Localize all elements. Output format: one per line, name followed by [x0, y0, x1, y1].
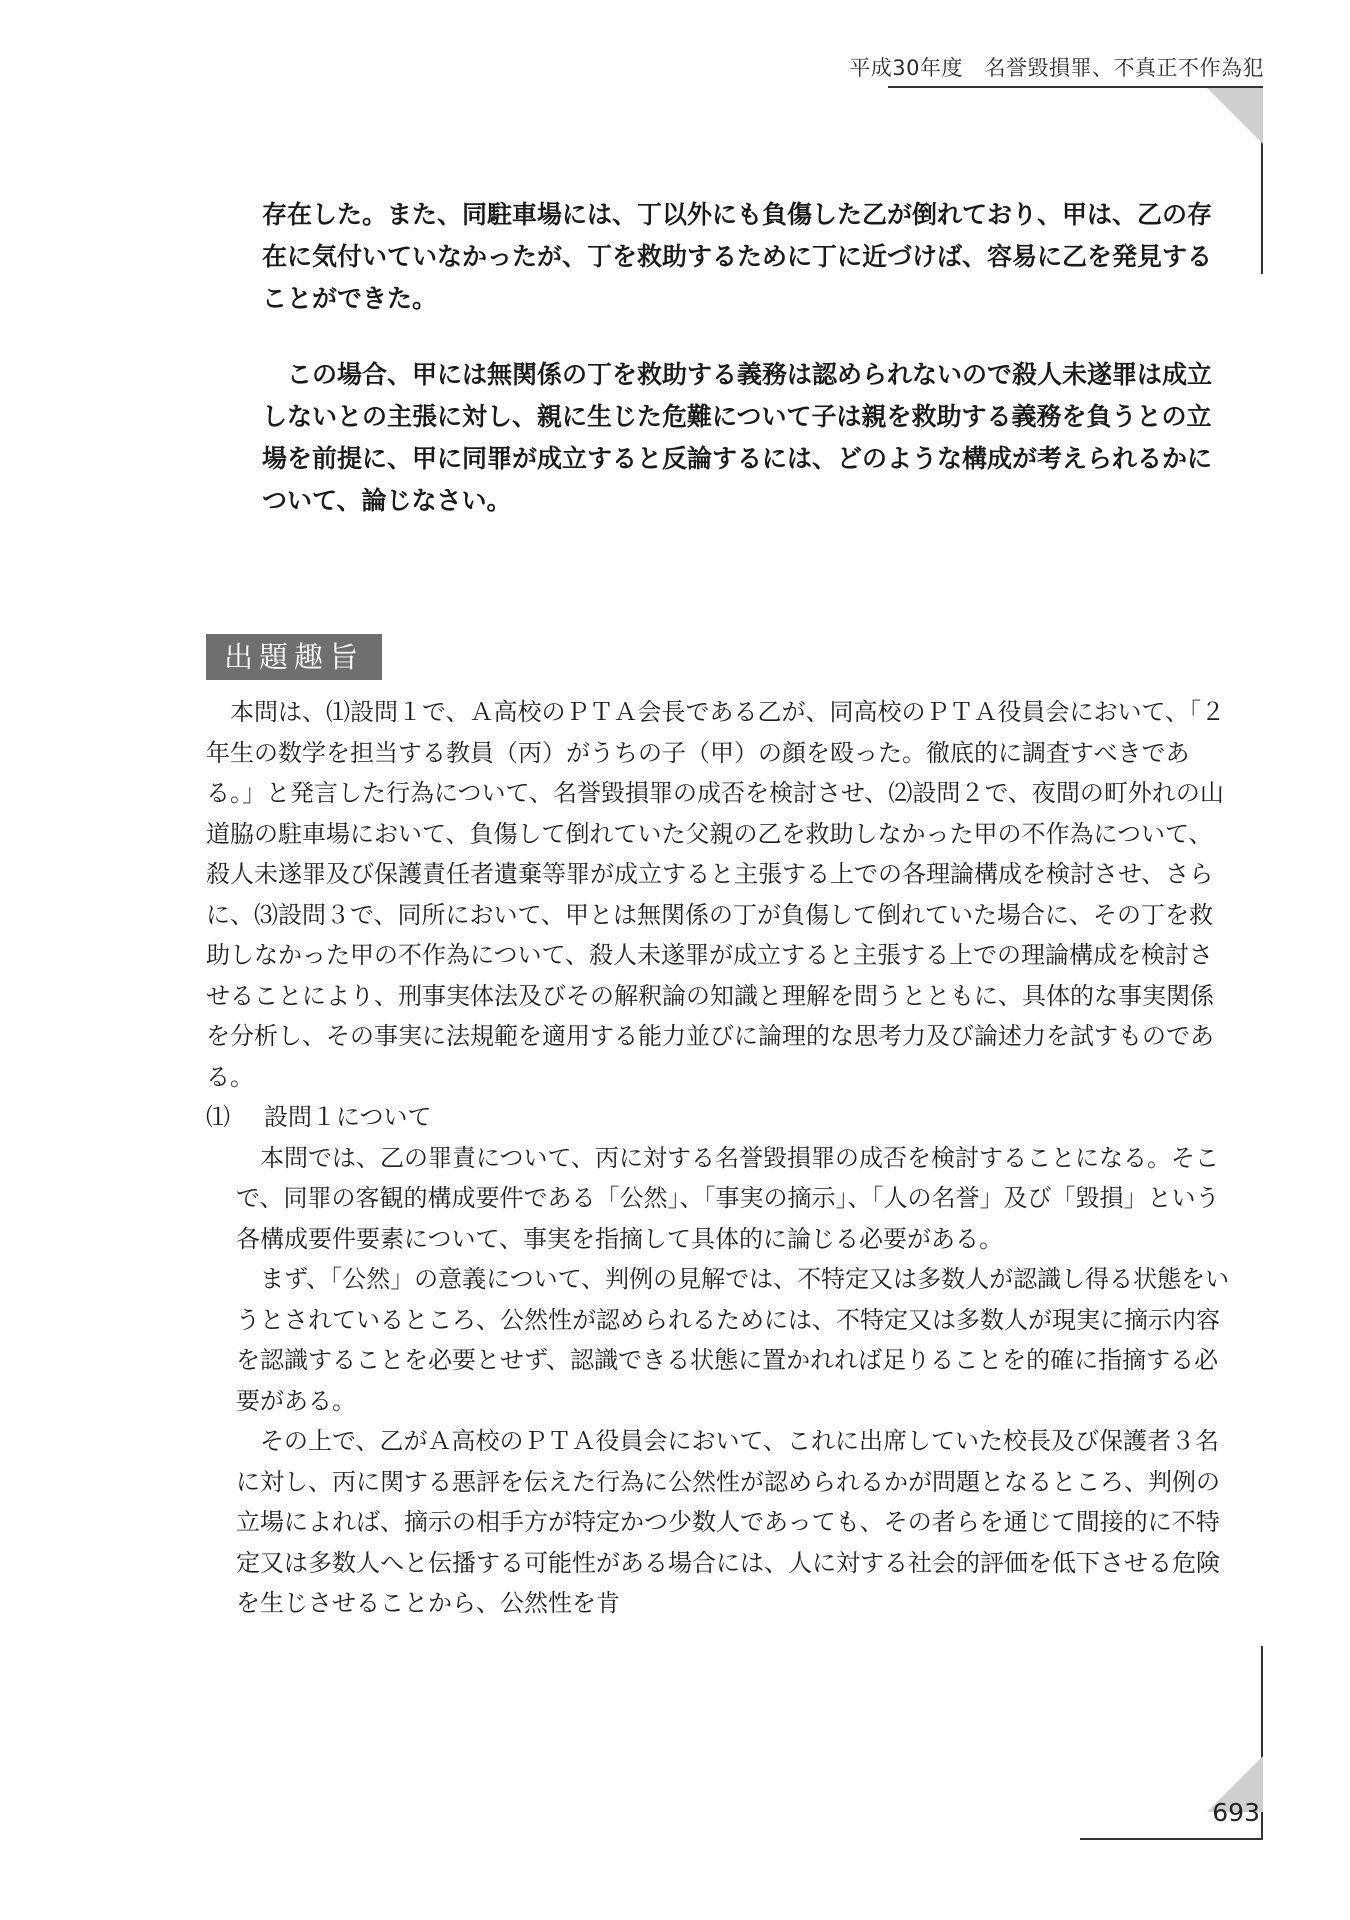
question-paragraph: この場合、甲には無関係の丁を救助する義務は認められないので殺人未遂罪は成立しないとの主張に対し、親に生じた危難について子は親を救助する義務を負うとの立場を前提に、甲に同罪が成立すると反論するには、どのような構成が考えられるかについて、論じなさい。 [262, 360, 1213, 515]
section-heading: 出題趣旨 [206, 634, 382, 680]
footer-rule [1080, 1838, 1263, 1840]
subsection-body [206, 1138, 1236, 1624]
subsection-number: ⑴ [206, 1103, 230, 1131]
running-header: 平成30年度 名誉毀損罪、不真正不作為犯 [849, 56, 1264, 80]
body-text [206, 692, 1236, 1624]
page-number: 693 [1212, 1798, 1260, 1827]
question-block-1 [262, 194, 1212, 320]
body-paragraph: その上で、乙がＡ高校のＰＴＡ役員会において、これに出席していた校長及び保護者３名に対し、丙に関する悪評を伝えた行為に公然性が認められるかが問題となるところ、判例の立場によれば、摘示の相手方が特定かつ少数人であっても、その者らを通じて間接的に不特定又は多数人へと伝播する可能性がある場合には、人に対する社会的評価を低下させる危険を生じさせることから、公然性を肯 [236, 1427, 1220, 1617]
subheading [206, 1097, 1236, 1138]
question-paragraph: 存在した。また、同駐車場には、丁以外にも負傷した乙が倒れており、甲は、乙の存在に気付いていなかったが、丁を救助するために丁に近づけば、容易に乙を発見することができた。 [262, 200, 1213, 313]
question-block-2 [262, 354, 1212, 522]
subsection-title: 設問１について [264, 1103, 432, 1131]
corner-tab-top [1207, 88, 1263, 144]
body-paragraph: まず、「公然」の意義について、判例の見解では、不特定又は多数人が認識し得る状態をいうとされているところ、公然性が認められるためには、不特定又は多数人が現実に摘示内容を認識することを必要とせず、認識できる状態に置かれれば足りることを的確に指摘する必要がある。 [236, 1265, 1230, 1415]
intro-paragraph: 本問は、⑴設問１で、Ａ高校のＰＴＡ会長である乙が、同高校のＰＴＡ役員会において、「２年生の数学を担当する教員（丙）がうちの子（甲）の顔を殴った。徹底的に調査すべきである。」と発言した行為について、名誉毀損罪の成否を検討させ、⑵設問２で、夜間の町外れの山道脇の駐車場において、負傷して倒れていた父親の乙を救助しなかった甲の不作為について、殺人未遂罪及び保護責任者遺棄等罪が成立すると主張する上での各理論構成を検討させ、さらに、⑶設問３で、同所において、甲とは無関係の丁が負傷して倒れていた場合に、その丁を救助しなかった甲の不作為について、殺人未遂罪が成立すると主張する上での理論構成を検討させることにより、刑事実体法及びその解釈論の知識と理解を問うとともに、具体的な事実関係を分析し、その事実に法規範を適用する能力並びに論理的な思考力及び論述力を試すものである。 [206, 698, 1226, 1091]
body-paragraph: 本問では、乙の罪責について、丙に対する名誉毀損罪の成否を検討することになる。そこで、同罪の客観的構成要件である「公然」、「事実の摘示」、「人の名誉」及び「毀損」という各構成要件要素について、事実を指摘して具体的に論じる必要がある。 [236, 1143, 1220, 1253]
